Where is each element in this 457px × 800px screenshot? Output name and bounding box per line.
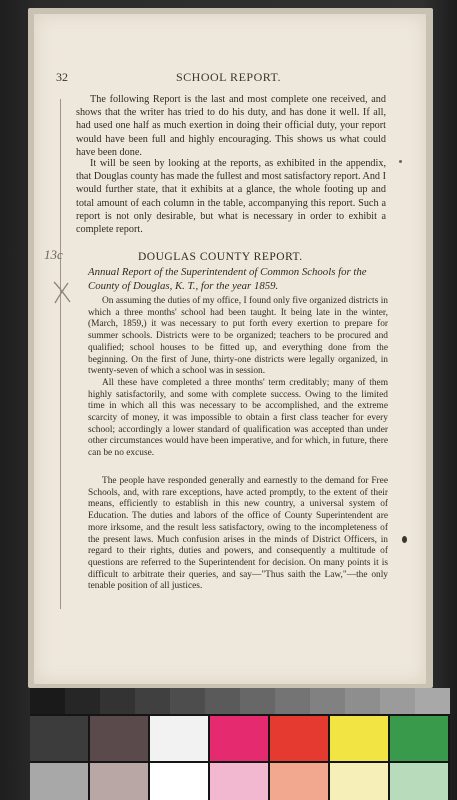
gray-swatch xyxy=(310,688,345,714)
color-swatch xyxy=(330,716,388,761)
color-swatch-row-light xyxy=(30,763,450,800)
color-swatch xyxy=(210,716,268,761)
color-swatch xyxy=(30,716,88,761)
page-number: 32 xyxy=(56,70,68,84)
gray-swatch xyxy=(100,688,135,714)
color-swatch xyxy=(90,716,148,761)
report-paragraph-2: All these have completed a three months' term creditably; many of them highly satisfactorily, and some with complete success. Owing to the limited time in which all this was necessary to be accomplished, and the extreme scarcity of money, it was impossible to obtain a first class teacher for every school; accordingly a lower standard of qualification was accepted than under other circumstances would have been imperative, and for which, in future, there can be no excuse. xyxy=(88,377,388,459)
color-swatch xyxy=(390,716,448,761)
color-swatch xyxy=(270,763,328,800)
color-swatch xyxy=(90,763,148,800)
section-title: DOUGLAS COUNTY REPORT. xyxy=(138,251,303,263)
report-paragraphs-upper xyxy=(88,296,388,460)
margin-annotation: 13c xyxy=(44,247,63,262)
margin-x-mark xyxy=(50,278,74,306)
paragraph-text: The following Report is the last and most complete one received, and shows that the writer has tried to do his duty, and has done it well. If all, had used one half as much exertion in doing their official duty, your report would have been full and highly encouraging. This shows us what could have been done. xyxy=(76,94,386,158)
color-swatch xyxy=(270,716,328,761)
color-swatch xyxy=(150,763,208,800)
gray-swatch xyxy=(205,688,240,714)
gray-swatch xyxy=(240,688,275,714)
paragraph-text: It will be seen by looking at the reports, as exhibited in the appendix, that Douglas county has made the fullest and most satisfactory report. And I would further state, that it exhibits at a glance, the whole footing up and total amount of each column in the table, accompanying this report. Such a report is not only desirable, but what is necessary in order to exhibit a complete report. xyxy=(76,158,386,236)
gray-swatch xyxy=(170,688,205,714)
color-calibration-chart xyxy=(30,688,450,800)
gray-swatch xyxy=(415,688,450,714)
report-paragraph-3: The people have responded generally and earnestly to the demand for Free Schools, and, with rare exceptions, have acted promptly, to the extent of their means, efficiently to establish in this new country, a universal system of Education. The duties and labors of the office of County Superintendent are more irksome, and the result less satisfactory, owing to the incompleteness of the present laws. Much confusion arises in the minds of District Officers, in regard to their rights, duties and powers, and consequently a multitude of questions are referred to the Superintendent for decision. On many points it is difficult to arbitrate their queries, and say—"Thus saith the Law,"—the only tenable position of all justices. xyxy=(88,476,388,592)
page-ink-mark xyxy=(402,536,407,543)
margin-pencil-line xyxy=(60,99,61,609)
gray-swatch xyxy=(30,688,65,714)
color-swatch xyxy=(390,763,448,800)
report-paragraphs-lower xyxy=(88,476,388,593)
color-swatch xyxy=(210,763,268,800)
gray-swatch xyxy=(65,688,100,714)
page-speck xyxy=(399,160,402,163)
gray-swatch xyxy=(135,688,170,714)
gray-scale-strip xyxy=(30,688,450,714)
intro-paragraph-1 xyxy=(76,93,386,159)
color-swatch xyxy=(30,763,88,800)
running-title: SCHOOL REPORT. xyxy=(176,70,281,84)
color-swatch xyxy=(330,763,388,800)
color-swatch-row-dark xyxy=(30,716,450,761)
color-swatch xyxy=(150,716,208,761)
report-paragraph-1: On assuming the duties of my office, I found only five organized districts in which a three months' school had been taught. It being late in the winter, (March, 1859,) it was necessary to put forth every exertion to prepare for summer schools. Districts were to be organized; teachers to be procured and qualified; school houses to be fitted up, and everything done from the beginning. On the first of June, thirty-one districts were legally organized, in twenty-seven of which a school was in session. xyxy=(88,296,388,377)
intro-paragraph-2 xyxy=(76,157,386,236)
page-header xyxy=(56,70,392,86)
section-subtitle: Annual Report of the Superintendent of Common Schools for the County of Douglas, K. T., for the year 1859. xyxy=(88,266,367,292)
gray-swatch xyxy=(275,688,310,714)
gray-swatch xyxy=(345,688,380,714)
gray-swatch xyxy=(380,688,415,714)
